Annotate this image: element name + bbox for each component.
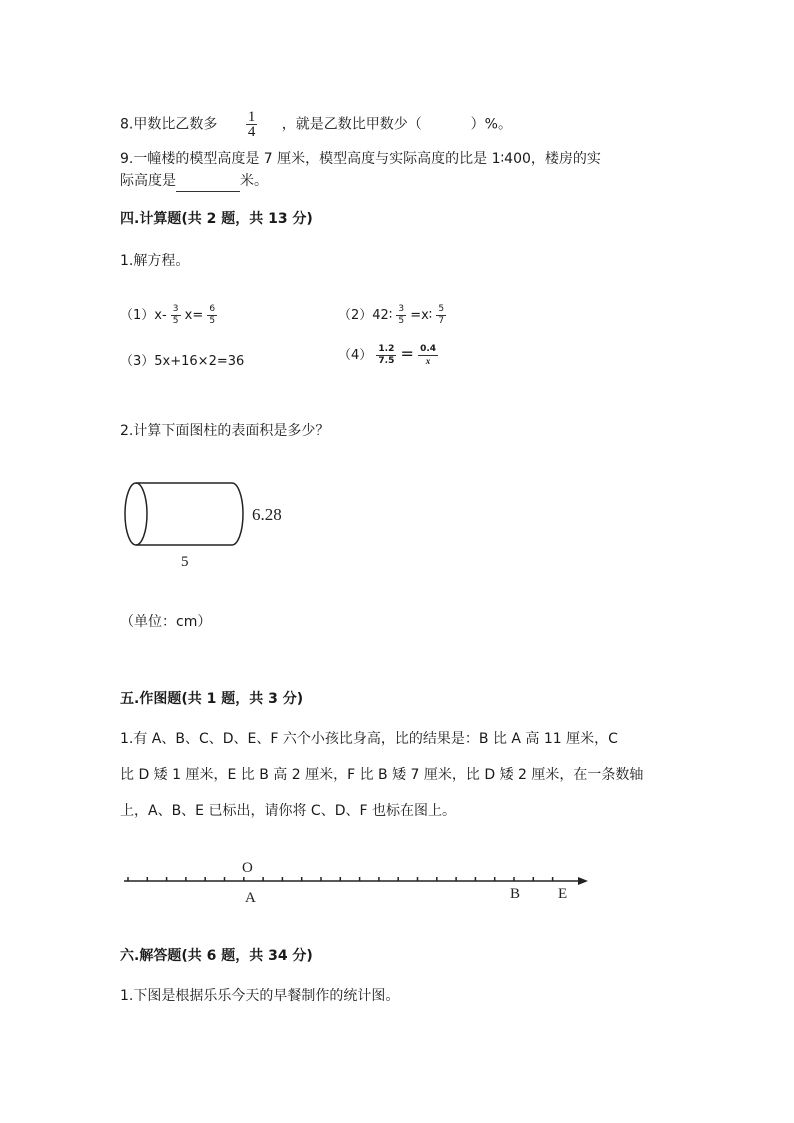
cylinder-figure (120, 476, 300, 576)
section-5-q1-line-3: 上，A、B、E 已标出，请你将 C、D、F 也标在图上。 (120, 803, 456, 819)
equation-1: （1）x- $\frac{3}{5}$ x= $\frac{6}{5}$ (120, 304, 216, 326)
q8-middle: ，就是乙数比甲数少（ (281, 116, 422, 133)
section-5-q1-line-1: 1.有 A、B、C、D、E、F 六个小孩比身高，比的结果是：B 比 A 高 11 厘米，C (120, 731, 618, 747)
q8-prefix: 8.甲数比乙数多 (120, 116, 218, 133)
question-8 (120, 110, 512, 139)
origin-label: O (242, 860, 253, 876)
equation-2: （2）42∶ $\frac{3}{5}$ =x∶ $\frac{5}{7}$ (338, 304, 445, 326)
section-4-q1-title: 1.解方程。 (120, 253, 190, 269)
point-b-label: B (510, 886, 521, 902)
point-e-label: E (558, 886, 568, 902)
section-6-q1: 1.下图是根据乐乐今天的早餐制作的统计图。 (120, 988, 400, 1004)
cylinder-drawing (125, 483, 243, 545)
unit-note: （单位：cm） (120, 614, 212, 630)
point-a-label: A (245, 890, 256, 906)
number-line (118, 852, 598, 908)
question-9-line-1: 9.一幢楼的模型高度是 7 厘米，模型高度与实际高度的比是 1∶400，楼房的实 (120, 151, 601, 167)
section-4-q2-title: 2.计算下面图柱的表面积是多少？ (120, 423, 330, 439)
q8-fraction: $\frac{1}{4}$ (247, 109, 256, 140)
equation-3: （3）5x+16×2=36 (120, 354, 245, 369)
answer-blank (176, 177, 240, 192)
section-5-title: 五.作图题(共 1 题，共 3 分) (120, 691, 304, 707)
section-5-q1-line-2: 比 D 矮 1 厘米，E 比 B 高 2 厘米，F 比 B 矮 7 厘米，比 D 矮 2 厘米，在一条数轴 (120, 767, 644, 783)
equation-4: （4） $\frac{1.2}{7.5}$ = $\frac{0.4}{x}$ (338, 344, 437, 366)
cylinder-length-label: 5 (181, 554, 189, 570)
number-line-arrow (578, 877, 588, 885)
question-9-line-2: 际高度是 米。 (120, 170, 268, 192)
section-6-title: 六.解答题(共 6 题，共 34 分) (120, 948, 313, 964)
cylinder-height-label: 6.28 (252, 505, 282, 524)
section-4-title: 四.计算题(共 2 题，共 13 分) (120, 211, 313, 227)
q8-suffix: ）%。 (470, 116, 512, 133)
